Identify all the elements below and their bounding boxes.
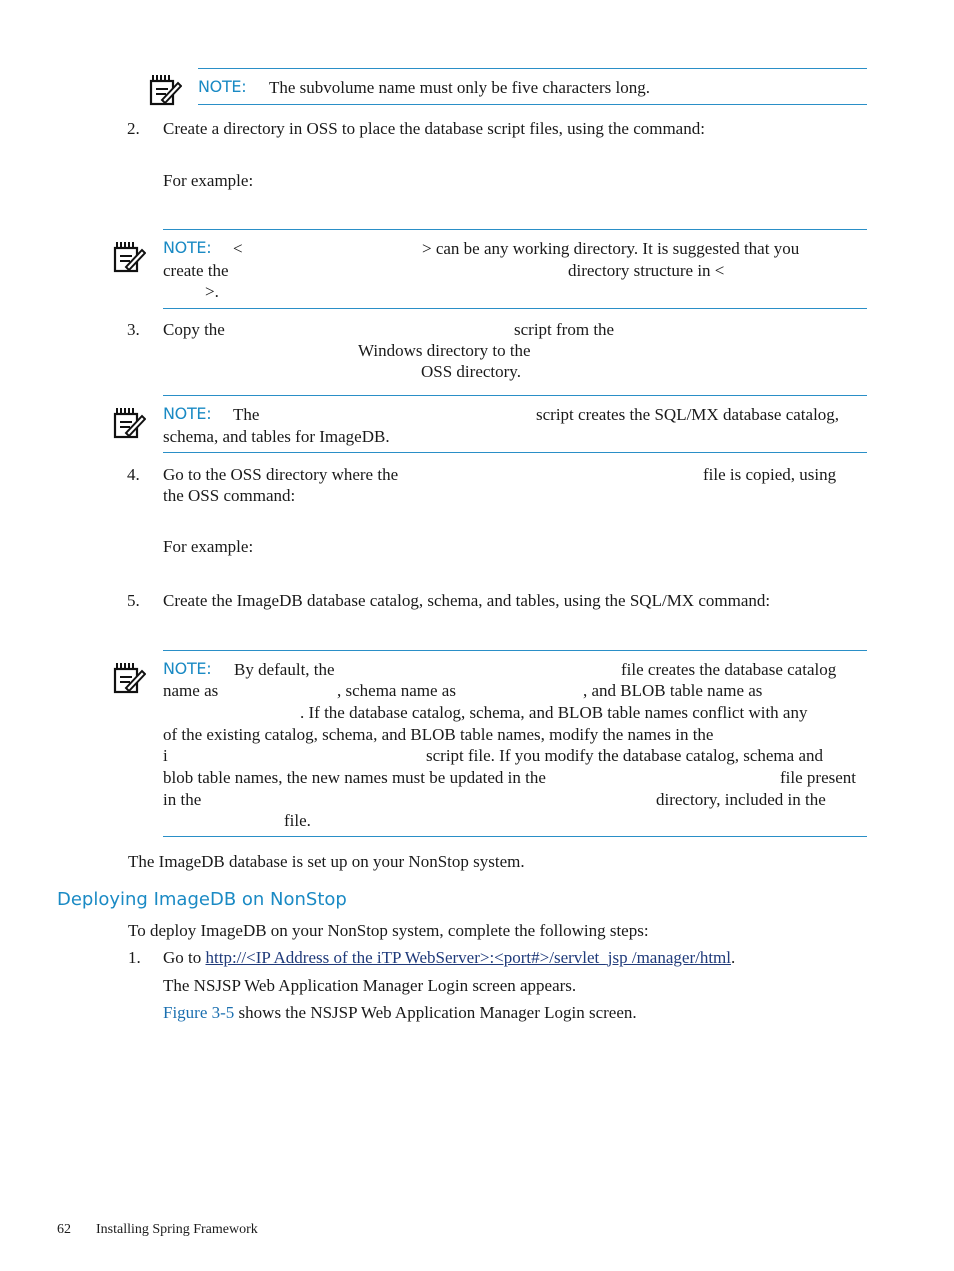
note4-l5a: i [163,746,168,765]
step2-number: 2. [127,119,140,138]
note3-line1b: script creates the SQL/MX database catalog, [536,405,840,424]
section-intro: To deploy ImageDB on your NonStop system, complete the following steps: [128,921,649,940]
note4-l6b: file present [780,768,856,787]
note4-l5b: script file. If you modify the database catalog, schema and [426,746,823,765]
step4-line1b: file is copied, using [703,465,837,484]
step4-example: For example: [163,537,254,556]
note4-l2c: , and BLOB table name as [583,681,763,700]
note4-l6a: blob table names, the new names must be updated in the [163,768,546,787]
note3-label: NOTE: [163,404,212,423]
step3-line1b: script from the [514,320,615,339]
note4-bottom-rule [163,836,867,837]
note2-line2a: create the [163,261,229,280]
note-icon [148,73,182,106]
note1-bottom-rule [198,104,867,105]
setup-done-paragraph: The ImageDB database is set up on your NonStop system. [128,852,525,871]
step4-line2: the OSS command: [163,486,296,505]
note4-l8: file. [284,811,311,830]
note4-l7a: in the [163,790,202,809]
note2-line3: >. [205,282,219,301]
page-number: 62 [57,1222,71,1237]
note3-line2: schema, and tables for ImageDB. [163,427,390,446]
footer-title: Installing Spring Framework [96,1222,258,1237]
note2-line2b: directory structure in < [568,261,725,280]
note4-l2b: , schema name as [337,681,456,700]
step4-line1a: Go to the OSS directory where the [163,465,399,484]
note3-top-rule [163,395,867,396]
deploy-step1-prefix: Go to [163,948,206,967]
deploy-step1-suffix: . [731,948,736,967]
step3-number: 3. [127,320,140,339]
note-icon [112,240,146,273]
note4-l3: . If the database catalog, schema, and BLOB table names conflict with any [300,703,808,722]
figure-ref-text: shows the NSJSP Web Application Manager Login screen. [234,1003,637,1022]
note3-line1a: The [233,405,260,424]
figure-3-5-link[interactable]: Figure 3-5 [163,1003,235,1022]
deploy-step1-text [163,947,735,969]
figure-ref-line [163,1002,637,1024]
note4-top-rule [163,650,867,651]
note-icon [112,661,146,694]
note2-line1a: < [233,239,243,258]
note1-top-rule [198,68,867,69]
note4-l2a: name as [163,681,219,700]
step3-line3: OSS directory. [421,362,521,381]
note1-text: The subvolume name must only be five characters long. [269,78,650,97]
login-appears-text: The NSJSP Web Application Manager Login screen appears. [163,976,577,995]
note2-label: NOTE: [163,238,212,257]
step3-line1a: Copy the [163,320,225,339]
step3-line2: Windows directory to the [358,341,531,360]
step4-number: 4. [127,465,140,484]
deploy-step1-number: 1. [128,948,141,967]
section-heading: Deploying ImageDB on NonStop [57,889,347,910]
note4-l1a: By default, the [234,660,335,679]
step5-text: Create the ImageDB database catalog, schema, and tables, using the SQL/MX command: [163,591,771,610]
step5-number: 5. [127,591,140,610]
manager-url-link[interactable]: http://<IP Address of the iTP WebServer>:<port#>/servlet_jsp /manager/html [205,948,731,967]
note2-line1b: > can be any working directory. It is suggested that you [422,239,800,258]
note1-label: NOTE: [198,77,247,96]
note-icon [112,406,146,439]
note2-bottom-rule [163,308,867,309]
note4-l7b: directory, included in the [656,790,826,809]
note4-label: NOTE: [163,659,212,678]
note4-l4: of the existing catalog, schema, and BLOB table names, modify the names in the [163,725,714,744]
note2-top-rule [163,229,867,230]
step2-example: For example: [163,171,254,190]
note3-bottom-rule [163,452,867,453]
note4-l1b: file creates the database catalog [621,660,837,679]
step2-text: Create a directory in OSS to place the database script files, using the command: [163,119,705,138]
